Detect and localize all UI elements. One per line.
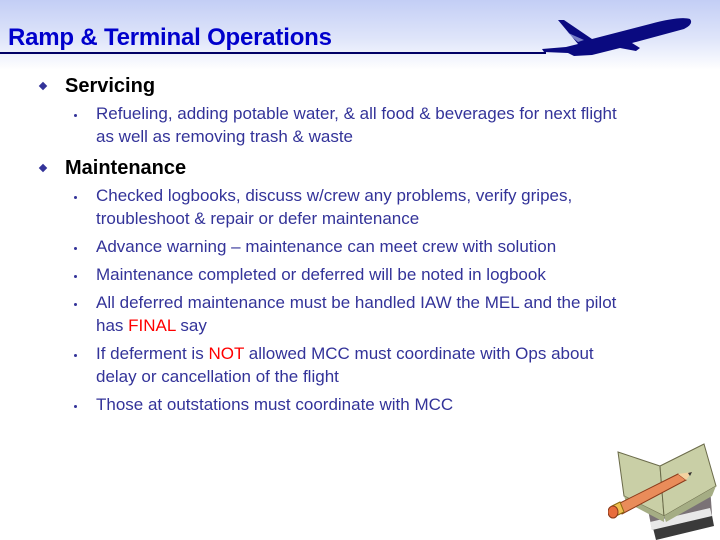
dot-bullet-icon	[74, 275, 77, 278]
emphasis-text: FINAL	[128, 316, 176, 335]
bullet-text: All deferred maintenance must be handled IAW the MEL and the pilot has	[96, 293, 617, 335]
section-heading-servicing	[38, 72, 618, 100]
section-heading-maintenance	[38, 154, 618, 182]
title-underline	[0, 52, 546, 54]
bullet-item	[38, 291, 618, 337]
bullet-item	[38, 393, 618, 416]
emphasis-text: NOT	[208, 344, 245, 363]
bullet-text: Those at outstations must coordinate with MCC	[96, 395, 454, 414]
bullet-item	[38, 184, 618, 230]
diamond-bullet-icon	[39, 82, 47, 90]
slide-body	[38, 72, 618, 416]
bullet-item	[38, 342, 618, 388]
diamond-bullet-icon	[39, 164, 47, 172]
dot-bullet-icon	[74, 405, 77, 408]
heading-text: Servicing	[65, 75, 156, 97]
bullet-text: Refueling, adding potable water, & all food & beverages for next flight as well as removing trash & waste	[96, 104, 617, 146]
dot-bullet-icon	[74, 114, 77, 117]
slide-title: Ramp & Terminal Operations	[8, 24, 332, 51]
bullet-item	[38, 102, 618, 148]
dot-bullet-icon	[74, 247, 77, 250]
dot-bullet-icon	[74, 196, 77, 199]
book-and-pencil-icon	[608, 430, 720, 540]
bullet-text: If deferment is	[96, 344, 209, 363]
bullet-text: Advance warning – maintenance can meet crew with solution	[96, 237, 557, 256]
heading-text: Maintenance	[65, 157, 187, 179]
dot-bullet-icon	[74, 303, 77, 306]
bullet-text: Checked logbooks, discuss w/crew any problems, verify gripes, troubleshoot & repair or defer maintenance	[96, 186, 573, 228]
dot-bullet-icon	[74, 354, 77, 357]
bullet-text: allowed MCC must coordinate with Ops about delay or cancellation of the flight	[96, 344, 594, 386]
airplane-icon	[540, 12, 692, 56]
bullet-item	[38, 263, 618, 286]
bullet-item	[38, 235, 618, 258]
bullet-text: Maintenance completed or deferred will be noted in logbook	[96, 265, 546, 284]
bullet-text: say	[175, 316, 207, 335]
